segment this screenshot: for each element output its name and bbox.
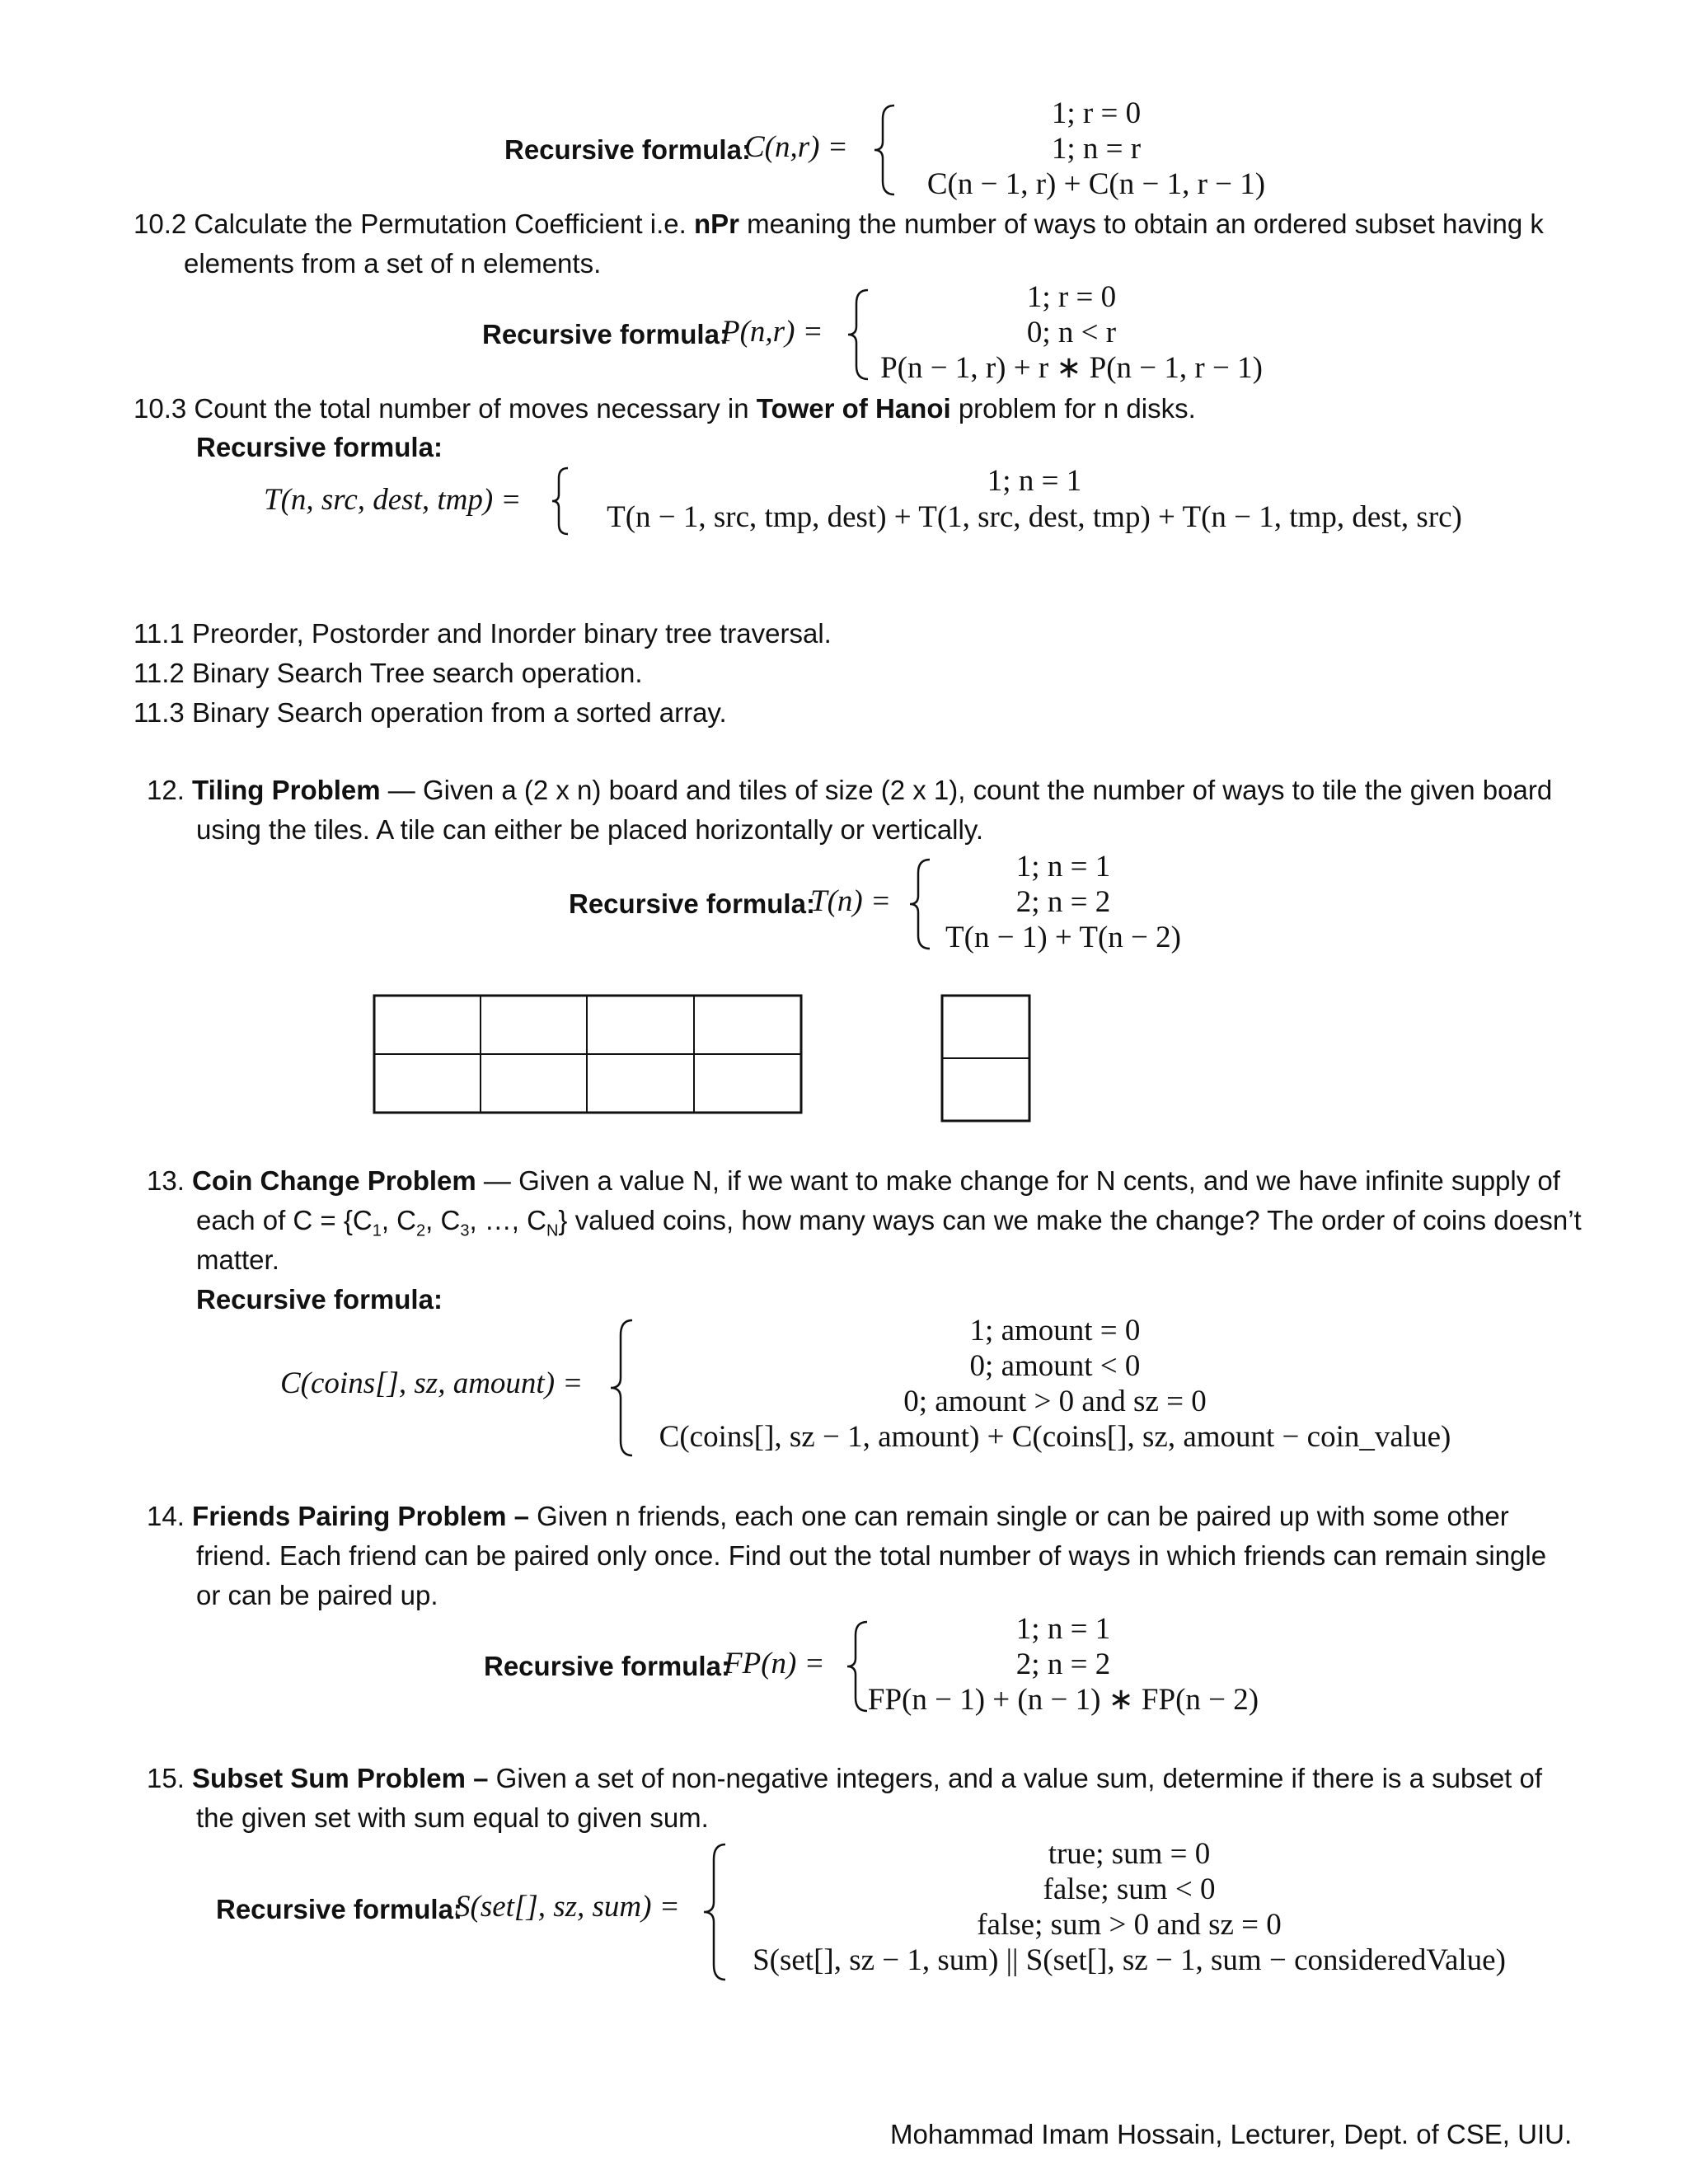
item-12-line1 (147, 771, 1552, 810)
case-14-a: 1; n = 1 (1015, 1612, 1111, 1646)
item-15-title: Subset Sum Problem – (192, 1763, 489, 1793)
item-15-text-a: Given a set of non-negative integers, and a value sum, determine if there is a subset of (488, 1763, 1543, 1793)
item-13-text-a: — Given a value N, if we want to make change for N cents, and we have infinite supply of (476, 1165, 1560, 1196)
case-10-2-a: 1; r = 0 (1026, 280, 1117, 314)
case-13-b: 0; amount < 0 (969, 1349, 1141, 1383)
item-13-title: Coin Change Problem (192, 1165, 476, 1196)
formula-label-10-2: Recursive formula: (482, 319, 729, 349)
item-11-1 (134, 614, 832, 654)
case-10-3-b: T(n − 1, src, tmp, dest) + T(1, src, dest, tmp) + T(n − 1, tmp, dest, src) (607, 500, 1462, 534)
item-10-3-number: 10.3 (134, 393, 187, 424)
item-10-3-line1 (134, 389, 1196, 429)
case-15-b: false; sum < 0 (1043, 1872, 1216, 1906)
item-10-2-text-a: Calculate the Permutation Coefficient i.e. (194, 209, 694, 239)
item-12-line2: using the tiles. A tile can either be placed horizontally or vertically. (196, 814, 984, 845)
item-11-3 (134, 693, 727, 733)
case-12-c: T(n − 1) + T(n − 2) (945, 921, 1181, 954)
item-13-sub-1: 1 (372, 1221, 382, 1240)
tiling-tile (940, 994, 1031, 1122)
case-10-1-a: 1; r = 0 (1051, 96, 1142, 130)
item-12-number: 12. (147, 775, 185, 805)
item-12-title: Tiling Problem (192, 775, 381, 805)
formula-lhs-12: T(n) = (810, 884, 891, 918)
case-12-b: 2; n = 2 (1015, 885, 1111, 919)
case-10-2-b: 0; n < r (1026, 316, 1117, 349)
item-10-3-text-b: problem for n disks. (950, 393, 1196, 424)
tiling-board (373, 994, 803, 1114)
item-15-line2: the given set with sum equal to given sum. (196, 1802, 709, 1833)
case-15-c: false; sum > 0 and sz = 0 (977, 1908, 1282, 1942)
formula-lhs-15: S(set[], sz, sum) = (455, 1890, 680, 1924)
item-13-text-b-pre: each of C = {C (196, 1205, 373, 1235)
item-10-3-text-a: Count the total number of moves necessary in (194, 393, 757, 424)
case-15-a: true; sum = 0 (1048, 1837, 1211, 1871)
item-13-sub-3: 3 (460, 1221, 470, 1240)
item-14-number: 14. (147, 1501, 185, 1531)
item-14-text-a: Given n friends, each one can remain single or can be paired up with some other (529, 1501, 1509, 1531)
item-13-line3: matter. (196, 1244, 279, 1275)
case-10-2-c: P(n − 1, r) + r ∗ P(n − 1, r − 1) (880, 351, 1263, 385)
item-10-2-line2: elements from a set of n elements. (184, 248, 602, 279)
item-10-3-bold: Tower of Hanoi (756, 393, 951, 424)
formula-label-10-1: Recursive formula: (504, 134, 751, 165)
case-10-1-c: C(n − 1, r) + C(n − 1, r − 1) (926, 167, 1266, 201)
item-14-line3: or can be paired up. (196, 1580, 438, 1610)
case-10-3-a: 1; n = 1 (987, 464, 1082, 498)
item-10-2-bold: nPr (693, 209, 739, 239)
item-13-number: 13. (147, 1165, 185, 1196)
item-11-2 (134, 654, 643, 693)
formula-lhs-10-2: P(n,r) = (721, 315, 823, 349)
item-13-sub-n: N (546, 1221, 559, 1240)
item-14-line2: friend. Each friend can be paired only once. Find out the total number of ways in which friends can remain single (196, 1540, 1547, 1571)
case-14-c: FP(n − 1) + (n − 1) ∗ FP(n − 2) (867, 1683, 1259, 1717)
formula-label-12: Recursive formula: (569, 888, 815, 919)
item-11-1-text: Preorder, Postorder and Inorder binary tree traversal. (191, 618, 832, 649)
item-14-line1 (147, 1497, 1509, 1536)
case-12-a: 1; n = 1 (1015, 850, 1111, 883)
formula-label-15: Recursive formula: (216, 1894, 462, 1924)
item-10-2-number: 10.2 (134, 209, 187, 239)
case-13-a: 1; amount = 0 (969, 1314, 1141, 1347)
formula-lhs-13: C(coins[], sz, amount) = (280, 1366, 584, 1400)
formula-lhs-10-1: C(n,r) = (744, 130, 848, 164)
item-13-sub-2: 2 (416, 1221, 426, 1240)
item-13-line1 (147, 1161, 1560, 1201)
item-13-line2: each of $C = \{C_1$, $C_2$, $C_3$, …, $C_N$} valued coins, how many ways can we make the change? The order of coins doesn’t (196, 1205, 1582, 1240)
page-footer: Mohammad Imam Hossain, Lecturer, Dept. of CSE, UIU. (890, 2119, 1573, 2149)
item-11-2-number: 11.2 (134, 658, 185, 688)
formula-label-14: Recursive formula: (484, 1651, 730, 1681)
item-10-2-text-b: meaning the number of ways to obtain an ordered subset having k (738, 209, 1544, 239)
item-11-2-text: Binary Search Tree search operation. (191, 658, 643, 688)
case-13-d: C(coins[], sz − 1, amount) + C(coins[], sz, amount − coin_value) (659, 1420, 1451, 1454)
item-14-title: Friends Pairing Problem – (192, 1501, 529, 1531)
item-15-line1 (147, 1759, 1542, 1798)
case-15-d: S(set[], sz − 1, sum) || S(set[], sz − 1, sum − consideredValue) (753, 1943, 1506, 1977)
item-11-3-number: 11.3 (134, 697, 185, 728)
formula-label-10-3: Recursive formula: (196, 432, 443, 462)
item-12-text-a: — Given a (2 x n) board and tiles of size (2 x 1), count the number of ways to tile the given board (380, 775, 1553, 805)
item-10-2-line1 (134, 204, 1544, 244)
formula-label-13: Recursive formula: (196, 1284, 443, 1315)
item-11-1-number: 11.1 (134, 618, 185, 649)
item-11-3-text: Binary Search operation from a sorted array. (191, 697, 727, 728)
formula-lhs-14: FP(n) = (724, 1647, 825, 1680)
item-15-number: 15. (147, 1763, 185, 1793)
case-13-c: 0; amount > 0 and sz = 0 (903, 1385, 1207, 1418)
case-10-1-b: 1; n = r (1051, 132, 1142, 166)
item-13-text-b-mid: valued coins, how many ways can we make the change? The order of coins doesn’t (574, 1205, 1582, 1235)
case-14-b: 2; n = 2 (1015, 1647, 1111, 1681)
formula-lhs-10-3: T(n, src, dest, tmp) = (264, 483, 522, 517)
